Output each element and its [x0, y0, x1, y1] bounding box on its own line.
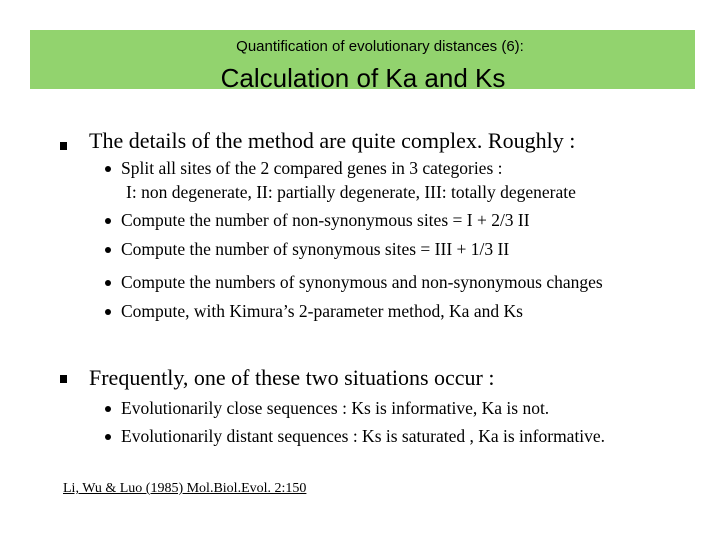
section-1-item-1-continuation: I: non degenerate, II: partially degenerate, III: totally degenerate — [126, 182, 576, 202]
round-bullet-icon — [105, 406, 111, 412]
section-1-item-5: Compute, with Kimura’s 2-parameter method, Ka and Ks — [121, 301, 523, 321]
round-bullet-icon — [105, 309, 111, 315]
section-1-item-3: Compute the number of synonymous sites = III + 1/3 II — [121, 239, 510, 259]
section-1-item-4: Compute the numbers of synonymous and non-synonymous changes — [121, 272, 603, 292]
section-1-item-1: Split all sites of the 2 compared genes in 3 categories : — [121, 158, 503, 178]
square-bullet-icon — [60, 375, 67, 383]
section-2-item-2: Evolutionarily distant sequences : Ks is saturated , Ka is informative. — [121, 426, 606, 446]
slide-title: Calculation of Ka and Ks — [220, 63, 506, 93]
round-bullet-icon — [105, 434, 111, 440]
citation: Li, Wu & Luo (1985) Mol.Biol.Evol. 2:150 — [63, 481, 307, 496]
section-2-item-1: Evolutionarily close sequences : Ks is informative, Ka is not. — [121, 398, 550, 418]
square-bullet-icon — [60, 142, 67, 150]
round-bullet-icon — [105, 280, 111, 286]
round-bullet-icon — [105, 166, 111, 172]
round-bullet-icon — [105, 247, 111, 253]
round-bullet-icon — [105, 218, 111, 224]
section-2-text: Frequently, one of these two situations occur : — [89, 365, 495, 390]
section-1-item-2: Compute the number of non-synonymous sites = I + 2/3 II — [121, 210, 530, 230]
section-1-text: The details of the method are quite complex. Roughly : — [89, 128, 576, 153]
slide-subtitle: Quantification of evolutionary distances (6): — [236, 38, 524, 55]
